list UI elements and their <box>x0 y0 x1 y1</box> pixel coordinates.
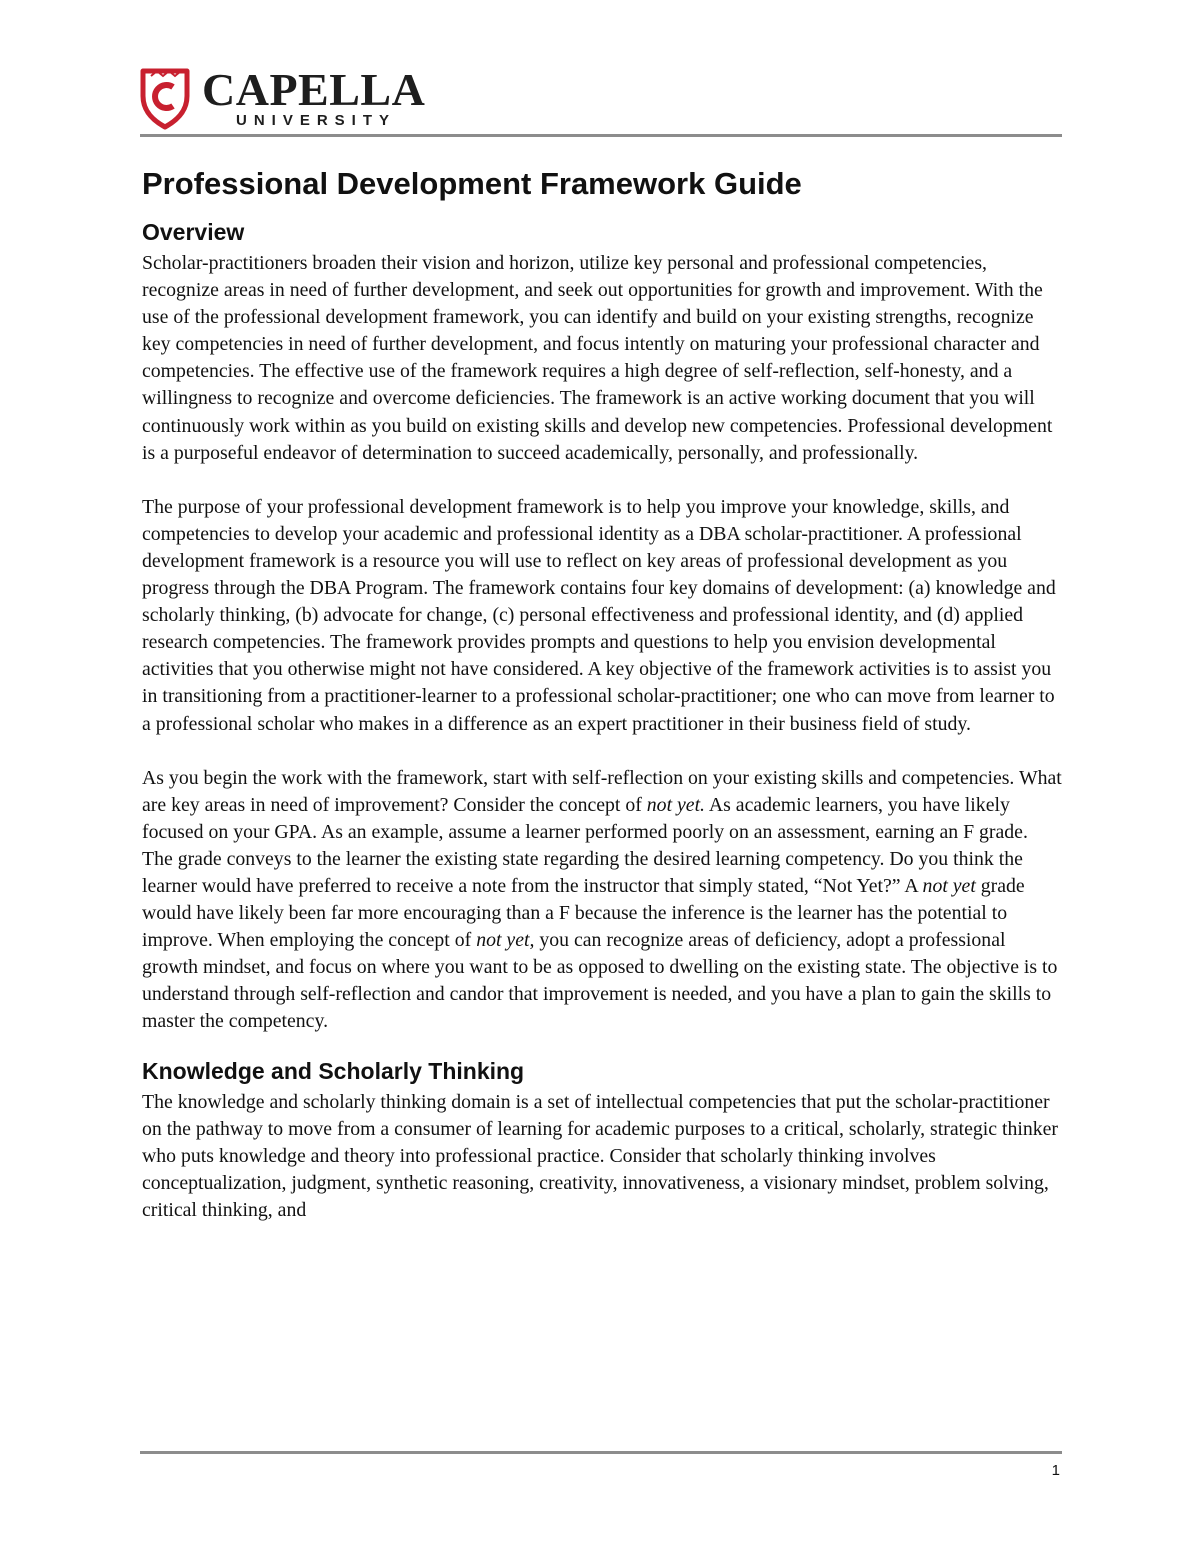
section-heading-overview: Overview <box>142 219 245 245</box>
emphasis-not-yet: not yet, <box>476 929 535 952</box>
overview-paragraph-2: The purpose of your professional development framework is to help you improve your knowledge, skills, and competencies to develop your academic and professional identity as a DBA scholar-practitioner. A professional development framework is a resource you will use to reflect on key areas of professional development as you progress through the DBA Program. The framework contains four key domains of development: (a) knowledge and scholarly thinking, (b) advocate for change, (c) personal effectiveness and professional identity, and (d) applied research competencies. The framework provides prompts and questions to help you envision developmental activities that you otherwise might not have considered. A key objective of the framework activities is to assist you in transitioning from a practitioner-learner to a professional scholar-practitioner; one who can move from learner to a professional scholar who makes in a difference as an expert practitioner in their business field of study. <box>142 495 1056 735</box>
knowledge-paragraph-1: The knowledge and scholarly thinking domain is a set of intellectual competencies that put the scholar-practitioner on the pathway to move from a consumer of learning for academic purposes to a critical, scholarly, strategic thinker who puts knowledge and theory into professional practice. Consider that scholarly thinking involves conceptualization, judgment, synthetic reasoning, creativity, innovativeness, a visionary mindset, problem solving, critical thinking, and <box>142 1090 1059 1221</box>
page-number: 1 <box>1051 1462 1060 1479</box>
logo-subtitle: UNIVERSITY <box>236 112 397 129</box>
shield-icon <box>140 68 190 130</box>
document-title: Professional Development Framework Guide <box>142 166 802 201</box>
emphasis-not-yet: not yet. <box>646 793 706 816</box>
document-body <box>142 160 1062 1224</box>
text-run: grade would have likely been far more encouraging than a F because the inference is the learner has the potential to improve. When employing the concept of <box>142 874 1025 952</box>
text-run: you can recognize areas of deficiency, adopt a professional growth mindset, and focus on where you want to be as opposed to dwelling on the existing state. The objective is to understand through self-reflection and candor that improvement is needed, and you have a plan to gain the skills to master the competency. <box>142 929 1058 1033</box>
overview-paragraph-3 <box>142 765 1062 1036</box>
text-run: As you begin the work with the framework, start with self-reflection on your existing skills and competencies. What are key areas in need of improvement? Consider the concept of <box>142 766 1062 816</box>
text-run: As academic learners, you have likely focused on your GPA. As an example, assume a learner performed poorly on an assessment, earning an F grade. The grade conveys to the learner the existing state regarding the desired learning competency. Do you think the learner would have preferred to receive a note from the instructor that simply stated, “Not Yet?” A <box>142 793 1028 897</box>
emphasis-not-yet: not yet <box>922 874 976 897</box>
header-divider <box>140 134 1062 137</box>
logo-name: CAPELLA <box>202 64 426 115</box>
overview-paragraph-1: Scholar-practitioners broaden their vision and horizon, utilize key personal and professional competencies, recognize areas in need of further development, and seek out opportunities for growth and improvement. With the use of the professional development framework, you can identify and build on your existing strengths, recognize key competencies in need of further development, and focus intently on maturing your professional character and competencies. The effective use of the framework requires a high degree of self-reflection, self-honesty, and a willingness to recognize and overcome deficiencies. The framework is an active working document that you will continuously work within as you build on existing skills and develop new competencies. Professional development is a purposeful endeavor of determination to succeed academically, personally, and professionally. <box>142 252 1053 464</box>
capella-logo <box>140 64 430 132</box>
section-heading-knowledge: Knowledge and Scholarly Thinking <box>142 1057 525 1084</box>
footer-divider <box>140 1451 1062 1454</box>
